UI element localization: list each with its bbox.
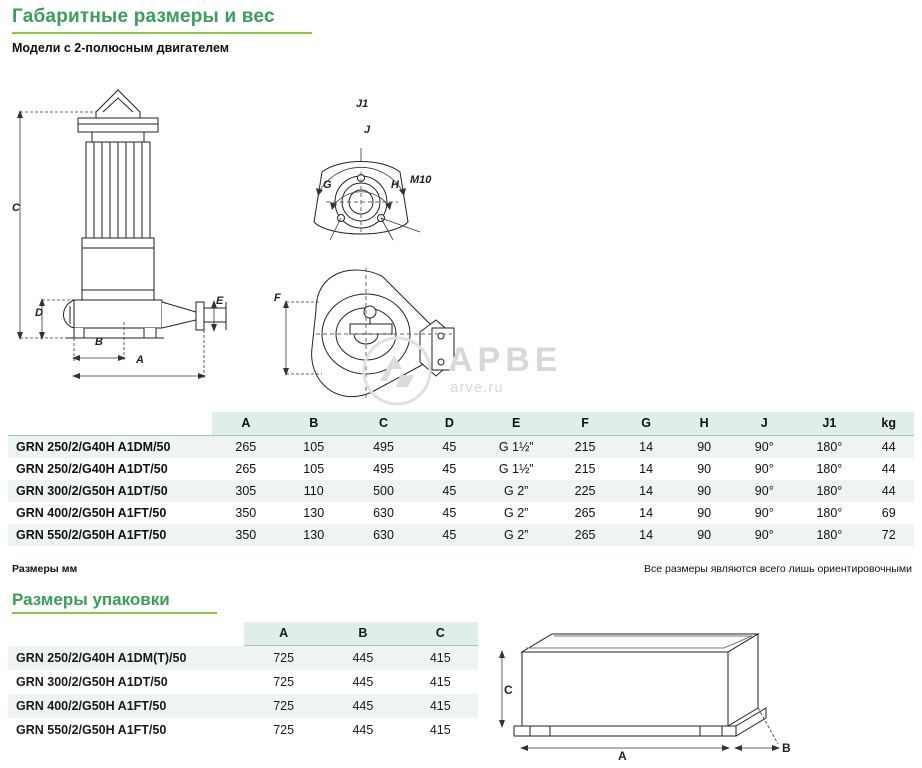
cell-J: 90° <box>733 480 795 502</box>
cell-G: 14 <box>617 502 675 524</box>
cell-H: 90 <box>675 458 733 480</box>
dim-label-F: F <box>274 292 281 304</box>
cell-B: 130 <box>280 524 348 546</box>
cell-F: 265 <box>553 524 617 546</box>
cell-B: 445 <box>323 694 402 718</box>
title-underline <box>12 32 312 34</box>
cell-B: 445 <box>323 718 402 742</box>
cell-H: 90 <box>675 502 733 524</box>
cell-D: 45 <box>419 436 479 459</box>
cell-F: 215 <box>553 458 617 480</box>
cell-C: 500 <box>348 480 420 502</box>
cell-E: G 1½” <box>479 436 553 459</box>
cell-A: 265 <box>212 436 280 459</box>
cell-model: GRN 300/2/G50H A1DT/50 <box>8 480 212 502</box>
dim-label-E: E <box>216 295 224 307</box>
cell-model: GRN 400/2/G50H A1FT/50 <box>8 694 244 718</box>
cell-C: 495 <box>348 458 420 480</box>
cell-kg: 44 <box>863 480 914 502</box>
cell-D: 45 <box>419 524 479 546</box>
cell-J1: 180° <box>795 502 863 524</box>
cell-E: G 2” <box>479 524 553 546</box>
watermark-text: АРВЕ <box>448 341 563 379</box>
technical-drawings <box>0 62 922 407</box>
cell-A: 725 <box>244 646 323 671</box>
col-header-H: H <box>675 412 733 436</box>
col-header-model <box>8 622 244 646</box>
packaging-title: Размеры упаковки <box>12 590 170 609</box>
cell-F: 265 <box>553 502 617 524</box>
table-row <box>8 458 914 480</box>
table-row <box>8 670 478 694</box>
cell-C: 495 <box>348 436 420 459</box>
cell-kg: 44 <box>863 458 914 480</box>
cell-A: 725 <box>244 670 323 694</box>
cell-F: 215 <box>553 436 617 459</box>
dim-label-B: B <box>95 336 103 348</box>
cell-H: 90 <box>675 524 733 546</box>
packaging-underline <box>12 612 217 614</box>
cell-A: 305 <box>212 480 280 502</box>
dim-label-D: D <box>35 307 43 319</box>
cell-kg: 69 <box>863 502 914 524</box>
cell-model: GRN 250/2/G40H A1DM/50 <box>8 436 212 459</box>
cell-J1: 180° <box>795 458 863 480</box>
table-row <box>8 436 914 459</box>
dim-label-A: A <box>136 354 144 366</box>
col-header-B: B <box>280 412 348 436</box>
box-label-B: B <box>782 741 791 755</box>
page-title: Габаритные размеры и вес <box>12 6 275 27</box>
table-header-row <box>8 412 914 436</box>
cell-E: G 1½” <box>479 458 553 480</box>
cell-E: G 2” <box>479 480 553 502</box>
dim-label-J: J <box>364 124 371 136</box>
col-header-D: D <box>419 412 479 436</box>
col-header-J: J <box>733 412 795 436</box>
cell-B: 445 <box>323 646 402 671</box>
col-header-A: A <box>244 622 323 646</box>
cell-G: 14 <box>617 480 675 502</box>
cell-A: 725 <box>244 694 323 718</box>
cell-A: 725 <box>244 718 323 742</box>
cell-H: 90 <box>675 436 733 459</box>
cell-J1: 180° <box>795 524 863 546</box>
table-row <box>8 480 914 502</box>
table-row <box>8 646 478 671</box>
cell-model: GRN 550/2/G50H A1FT/50 <box>8 524 212 546</box>
cell-B: 130 <box>280 502 348 524</box>
cell-B: 105 <box>280 458 348 480</box>
col-header-C: C <box>403 622 478 646</box>
dim-label-J1: J1 <box>356 98 369 110</box>
cell-J: 90° <box>733 524 795 546</box>
cell-D: 45 <box>419 480 479 502</box>
cell-kg: 44 <box>863 436 914 459</box>
dim-label-H: H <box>391 179 399 191</box>
table-header-row <box>8 622 478 646</box>
watermark-subtext: arve.ru <box>450 379 504 396</box>
cell-model: GRN 550/2/G50H A1FT/50 <box>8 718 244 742</box>
dim-label-C: C <box>12 202 20 214</box>
cell-C: 415 <box>403 646 478 671</box>
box-label-A: A <box>618 749 627 760</box>
cell-F: 225 <box>553 480 617 502</box>
col-header-G: G <box>617 412 675 436</box>
cell-J1: 180° <box>795 436 863 459</box>
cell-J: 90° <box>733 502 795 524</box>
col-header-B: B <box>323 622 402 646</box>
cell-C: 630 <box>348 502 420 524</box>
dim-label-G: G <box>323 179 332 191</box>
cell-model: GRN 250/2/G40H A1DM(T)/50 <box>8 646 244 671</box>
cell-B: 110 <box>280 480 348 502</box>
cell-J: 90° <box>733 436 795 459</box>
cell-J1: 180° <box>795 480 863 502</box>
col-header-model <box>8 412 212 436</box>
cell-D: 45 <box>419 458 479 480</box>
table-row <box>8 718 478 742</box>
note-disclaimer: Все размеры являются всего лишь ориентировочными <box>644 563 912 575</box>
box-label-C: C <box>504 683 513 697</box>
col-header-F: F <box>553 412 617 436</box>
col-header-kg: kg <box>863 412 914 436</box>
cell-model: GRN 300/2/G50H A1DT/50 <box>8 670 244 694</box>
col-header-C: C <box>348 412 420 436</box>
cell-A: 350 <box>212 524 280 546</box>
table-row <box>8 524 914 546</box>
packaging-box-drawing <box>490 620 890 760</box>
col-header-J1: J1 <box>795 412 863 436</box>
cell-C: 415 <box>403 718 478 742</box>
cell-G: 14 <box>617 458 675 480</box>
cell-D: 45 <box>419 502 479 524</box>
dimensions-table <box>8 412 914 546</box>
cell-C: 415 <box>403 694 478 718</box>
cell-C: 415 <box>403 670 478 694</box>
cell-kg: 72 <box>863 524 914 546</box>
cell-E: G 2” <box>479 502 553 524</box>
cell-model: GRN 250/2/G40H A1DT/50 <box>8 458 212 480</box>
cell-C: 630 <box>348 524 420 546</box>
box-svg <box>490 620 890 760</box>
cell-B: 105 <box>280 436 348 459</box>
cell-G: 14 <box>617 436 675 459</box>
table-row <box>8 502 914 524</box>
table-row <box>8 694 478 718</box>
cell-J: 90° <box>733 458 795 480</box>
cell-H: 90 <box>675 480 733 502</box>
cell-G: 14 <box>617 524 675 546</box>
col-header-A: A <box>212 412 280 436</box>
cell-A: 350 <box>212 502 280 524</box>
cell-B: 445 <box>323 670 402 694</box>
note-units: Размеры мм <box>12 563 78 575</box>
dim-label-M10: M10 <box>410 174 432 186</box>
cell-A: 265 <box>212 458 280 480</box>
col-header-E: E <box>479 412 553 436</box>
page-subtitle: Модели с 2-полюсным двигателем <box>12 41 229 55</box>
cell-model: GRN 400/2/G50H A1FT/50 <box>8 502 212 524</box>
packaging-table <box>8 622 478 742</box>
